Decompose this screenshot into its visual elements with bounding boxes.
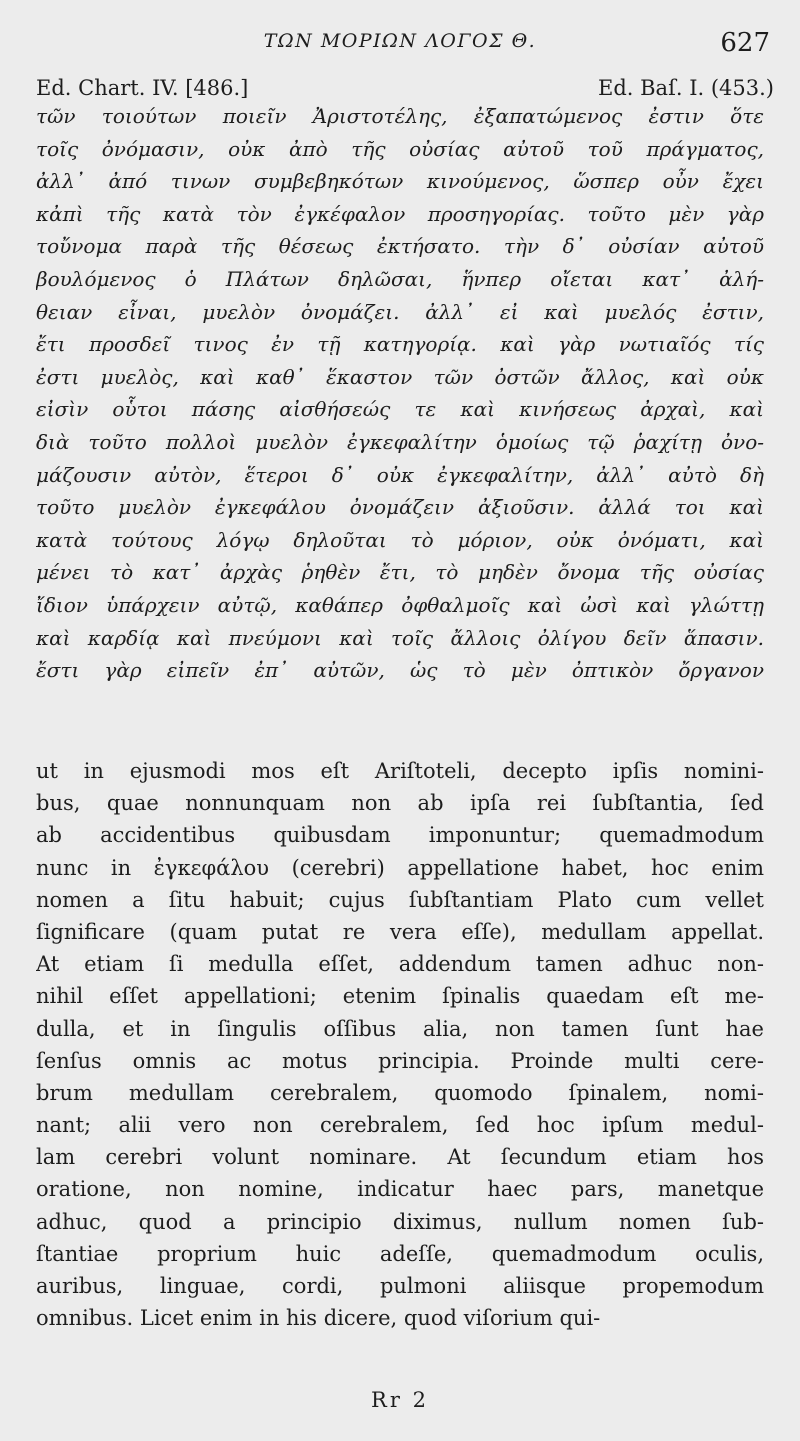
running-title: ΤΩΝ ΜΟΡΙΩΝ ΛΟΓΟΣ Θ.: [263, 30, 537, 52]
latin-text-line: lam cerebri volunt nominare. At ſecundum etiam hos: [36, 1145, 764, 1170]
greek-text-line: μάζουσιν αὐτὸν, ἕτεροι δ᾽ οὐκ ἐγκεφαλίτην, ἀλλ᾽ αὐτὸ δὴ: [36, 462, 764, 487]
greek-text-line: ἀλλ᾽ ἀπό τινων συμβεβηκότων κινούμενος, ὥσπερ οὖν ἔχει: [36, 169, 764, 194]
latin-text-line: nomen a ſitu habuit; cujus ſubſtantiam Plato cum vellet: [36, 887, 764, 912]
greek-text-line: εἰσὶν οὗτοι πάσης αἰσθήσεώς τε καὶ κινήσεως ἀρχαὶ, καὶ: [36, 397, 764, 422]
latin-text-line: ab accidentibus quibusdam imponuntur; quemadmodum: [36, 823, 764, 848]
latin-text-line: nunc in ἐγκεφάλου (cerebri) appellatione habet, hoc enim: [36, 855, 764, 880]
greek-text-line: καὶ καρδίᾳ καὶ πνεύμονι καὶ τοῖς ἄλλοις ὀλίγου δεῖν ἅπασιν.: [36, 625, 764, 650]
greek-text-line: μένει τὸ κατ᾽ ἀρχὰς ῥηθὲν ἔτι, τὸ μηδὲν ὄνομα τῆς οὐσίας: [36, 560, 764, 585]
greek-text-line: κατὰ τούτους λόγῳ δηλοῦται τὸ μόριον, οὐκ ὀνόματι, καὶ: [36, 527, 764, 552]
latin-text-block: [36, 755, 764, 1334]
greek-text-line: τῶν τοιούτων ποιεῖν Ἀριστοτέλης, ἐξαπατώμενος ἐστιν ὅτε: [36, 104, 764, 128]
latin-text-line: adhuc, quod a principio diximus, nullum nomen ſub-: [36, 1209, 764, 1234]
latin-text-line: bus, quae nonnunquam non ab ipſa rei ſubſtantia, ſed: [36, 791, 764, 816]
latin-text-line: dulla, et in ſingulis oſſibus alia, non tamen ſunt hae: [36, 1016, 764, 1041]
edition-reference-right: Ed. Baſ. I. (453.): [598, 76, 774, 100]
latin-text-line: brum medullam cerebralem, quomodo ſpinalem, nomi-: [36, 1080, 764, 1105]
latin-text-line: omnibus. Licet enim in his dicere, quod viſorium qui-: [36, 1306, 601, 1331]
latin-text-line: At etiam ſi medulla eſſet, addendum tamen adhuc non-: [36, 952, 764, 977]
edition-reference-left: Ed. Chart. IV. [486.]: [36, 76, 249, 100]
latin-text-line: oratione, non nomine, indicatur haec pars, manetque: [36, 1177, 764, 1202]
greek-text-line: διὰ τοῦτο πολλοὶ μυελὸν ἐγκεφαλίτην ὁμοίως τῷ ῥαχίτῃ ὀνο-: [36, 429, 764, 454]
latin-text-line: ſignificare (quam putat re vera eſſe), medullam appellat.: [36, 919, 764, 944]
latin-text-line: auribus, linguae, cordi, pulmoni aliisque propemodum: [36, 1274, 764, 1298]
latin-text-line: ſtantiae proprium huic adeſſe, quemadmodum oculis,: [36, 1241, 764, 1266]
greek-text-line: ἔστι γὰρ εἰπεῖν ἐπ᾽ αὐτῶν, ὡς τὸ μὲν ὀπτικὸν ὄργανον: [36, 658, 764, 683]
latin-text-line: ut in ejusmodi mos eſt Ariſtoteli, decepto ipſis nomini-: [36, 759, 764, 783]
greek-text-line: ἔτι προσδεῖ τινος ἐν τῇ κατηγορίᾳ. καὶ γὰρ νωτιαῖός τίς: [36, 332, 764, 357]
signature-mark: Rr 2: [371, 1388, 429, 1412]
greek-text-line: θειαν εἶναι, μυελὸν ὀνομάζει. ἀλλ᾽ εἰ καὶ μυελός ἐστιν,: [36, 299, 764, 324]
greek-text-line: τοῦτο μυελὸν ἐγκεφάλου ὀνομάζειν ἀξιοῦσιν. ἀλλά τοι καὶ: [36, 495, 764, 520]
latin-text-line: nant; alii vero non cerebralem, ſed hoc ipſum medul-: [36, 1113, 764, 1138]
greek-text-line: ἴδιον ὑπάρχειν αὐτῷ, καθάπερ ὀφθαλμοῖς καὶ ὠσὶ καὶ γλώττῃ: [36, 592, 764, 617]
greek-text-block: [36, 100, 764, 687]
latin-text-line: ſenſus omnis ac motus principia. Proinde multi cere-: [36, 1048, 764, 1073]
greek-text-line: ἐστι μυελὸς, καὶ καθ᾽ ἕκαστον τῶν ὀστῶν ἄλλος, καὶ οὐκ: [36, 364, 764, 389]
latin-text-line: nihil eſſet appellationi; etenim ſpinalis quaedam eſt me-: [36, 984, 764, 1009]
greek-text-line: κἀπὶ τῆς κατὰ τὸν ἐγκέφαλον προσηγορίας. τοῦτο μὲν γὰρ: [36, 201, 764, 226]
greek-text-line: βουλόμενος ὁ Πλάτων δηλῶσαι, ἥνπερ οἴεται κατ᾽ ἀλή-: [36, 266, 764, 291]
greek-text-line: τοῖς ὀνόμασιν, οὐκ ἀπὸ τῆς οὐσίας αὐτοῦ τοῦ πράγματος,: [36, 136, 764, 161]
page-number: 627: [720, 28, 770, 58]
greek-text-line: τοὔνομα παρὰ τῆς θέσεως ἐκτήσατο. τὴν δ᾽ οὐσίαν αὐτοῦ: [36, 234, 764, 259]
